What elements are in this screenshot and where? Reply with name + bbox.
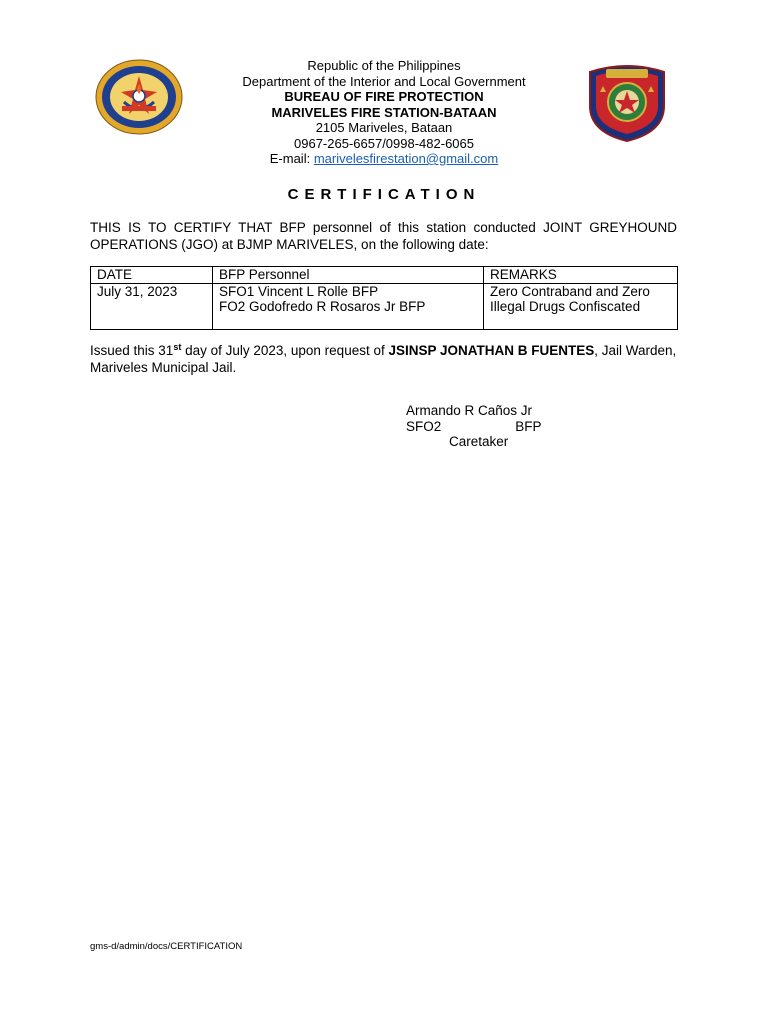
certification-statement: THIS IS TO CERTIFY THAT BFP personnel of this station conducted JOINT GREYHOUND OPERATIONS (JGO) at BJMP MARIVELES, on the following date: [90, 220, 677, 252]
bfp-seal-logo [94, 58, 184, 136]
personnel-2: FO2 Godofredo R Rosaros Jr BFP [219, 299, 426, 314]
issued-prefix: Issued this 31 [90, 343, 174, 358]
table-row [91, 283, 678, 329]
signatory-unit: BFP [515, 418, 542, 434]
letterhead [184, 58, 584, 167]
letterhead-address: 2105 Mariveles, Bataan [315, 120, 453, 135]
header-remarks: REMARKS [484, 267, 678, 284]
header-date: DATE [91, 267, 213, 284]
issued-suffix: , Jail Warden, Mariveles Municipal Jail. [90, 343, 677, 375]
document-path-footer: gms-d/admin/docs/CERTIFICATION [90, 941, 243, 952]
letterhead-phone: 0967-265-6657/0998-482-6065 [294, 135, 474, 151]
email-link[interactable]: marivelesfirestation@gmail.com [313, 151, 499, 166]
issued-ordinal: st [173, 342, 182, 352]
cell-personnel [213, 283, 484, 329]
letterhead-republic: Republic of the Philippines [307, 58, 461, 73]
signatory-name: Armando R Caños Jr [406, 403, 533, 418]
signatory-rank-line [406, 419, 542, 435]
header-personnel: BFP Personnel [213, 267, 484, 284]
signatory-rank: SFO2 [406, 418, 442, 434]
requester-name: JSINSP JONATHAN B FUENTES [388, 343, 595, 358]
signatory-position: Caretaker [449, 434, 509, 449]
personnel-1: SFO1 Vincent L Rolle BFP [219, 283, 379, 299]
table-header-row [91, 267, 678, 284]
operations-table [90, 266, 678, 330]
letterhead-email-line [184, 151, 584, 167]
issuance-statement [90, 343, 678, 376]
letterhead-bureau: BUREAU OF FIRE PROTECTION [284, 89, 484, 104]
cell-date: July 31, 2023 [91, 283, 213, 329]
signatory-block [406, 403, 542, 450]
document-title: CERTIFICATION [287, 186, 481, 203]
cell-remarks: Zero Contraband and Zero Illegal Drugs Confiscated [484, 283, 678, 329]
issued-middle: day of July 2023, upon request of [181, 343, 389, 358]
region-iii-badge-logo [584, 62, 670, 142]
letterhead-department: Department of the Interior and Local Government [242, 73, 526, 89]
letterhead-station: MARIVELES FIRE STATION-BATAAN [271, 104, 497, 120]
email-label: E-mail: [269, 151, 314, 166]
